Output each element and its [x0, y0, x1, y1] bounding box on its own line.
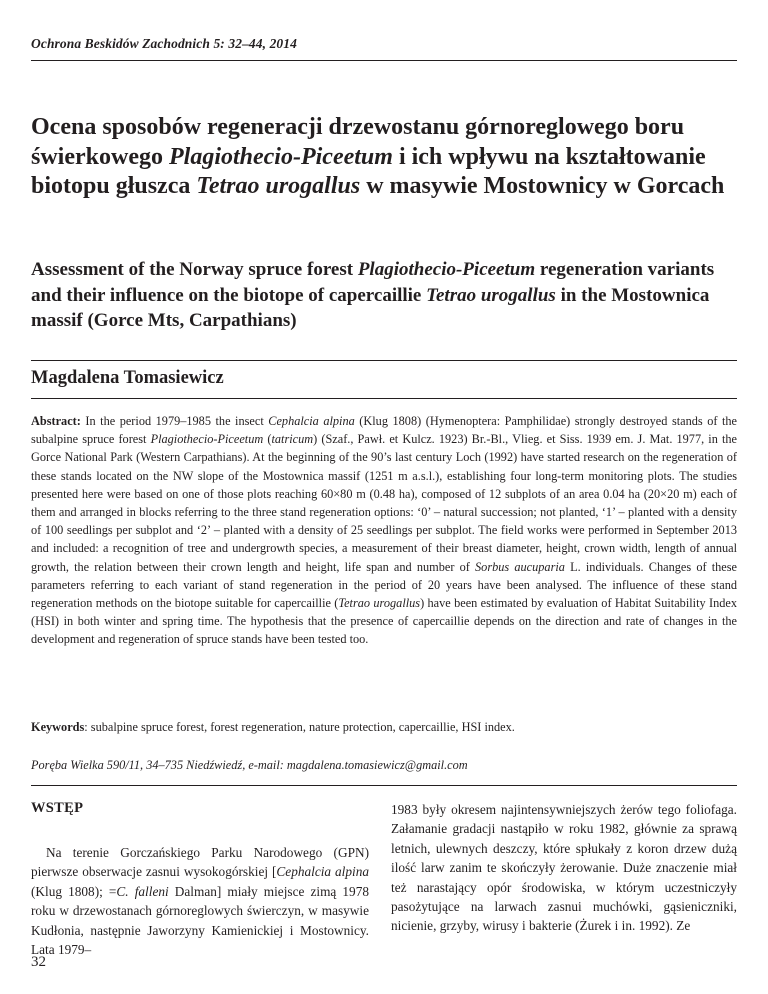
abstract-s4: ) (Szaf., Pawł. et Kulcz. 1923) Br.-Bl., Vlieg. et Siss. 1939 em. J. Mat. 1977, in the Gorce National Park (Western Carpathians). At the beginning of the 90’s last century Loch (1992) have started research on the regeneration of these stands located on the NW slope of the Mostownica massif (1251 m a.s.l.), establishing four long-term monitoring plots. The studies presented here were based on one of those plots reaching 60×80 m (0.48 ha), composed of 12 subplots of an area 0.04 ha (20×20 m) each of them and arranged in blocks referring to the three stand regeneration options: ‘0’ – natural succession; not planted, ‘1’ – planted with a density of 100 seedlings per subplot and ‘2’ – planted with a density of 25 seedlings per subplot. The field works were performed in September 2013 and included: a recognition of tree and undergrowth species, a measurement of their breast diameter, height, crown width, length of annual growth, the relation between their crown length and height, life span and number of: [31, 432, 737, 574]
abstract-taxon2: Plagiothecio-Piceetum: [150, 432, 264, 447]
author-divider-bottom: [31, 398, 737, 399]
title-pl-taxon2: Tetrao urogallus: [196, 173, 361, 199]
keywords-label: Keywords: [31, 720, 85, 734]
abstract-s2: (Klug 1808) (Hymenoptera: Pamphilidae) strongly destroyed stands of the subalpine spruce forest: [31, 414, 737, 447]
title-pl-part2: i ich wpływu na kształtowanie biotopu głuszca: [31, 143, 706, 199]
column-left: [31, 800, 369, 959]
title-pl-part3: w masywie Mostownicy w Gorcach: [360, 173, 725, 199]
section-heading-intro: WSTĘP: [31, 800, 84, 816]
abstract-taxon4: Sorbus aucuparia: [475, 559, 565, 574]
title-en-part1: Assessment of the Norway spruce forest: [31, 259, 358, 280]
author-name: Magdalena Tomasiewicz: [31, 368, 224, 388]
abstract-s3: (: [263, 432, 272, 447]
header-divider: [31, 60, 737, 61]
intro-paragraph-right: 1983 były okresem najintensywniejszych żerów tego foliofaga. Załamanie gradacji nastąpiło w roku 1982, głównie za sprawą letnich, ulewnych deszczy, które spłukały z koron drzew dużą ilość larw zanim te skończyły żerowanie. Duże znaczenie miał też narastający opór środowiska, w którym uczestniczyły pasożytujące na larwach zasnui muchówki, gąsieniczniki, nicienie, grzyby, wirusy i bakterie (Żurek i in. 1992). Ze: [391, 802, 737, 934]
title-english: [31, 257, 747, 334]
column-right: [391, 800, 737, 936]
keywords: [31, 718, 737, 736]
abstract-taxon3: tatricum: [271, 432, 314, 447]
intro-paragraph-left: [31, 843, 369, 959]
author-address: Poręba Wielka 590/11, 34–735 Niedźwiedź, e-mail: magdalena.tomasiewicz@gmail.com: [31, 758, 468, 772]
intro-left-b: (Klug 1808); =: [31, 883, 117, 899]
intro-left-c: Dalman] miały miejsce zimą 1978 roku w drzewostanach górnoreglowych świerczyn, w masywie Kudłonia, następnie Jaworzyny Kamienickiej i Mostownicy. Lata 1979–: [31, 883, 369, 958]
author-divider-top: [31, 360, 737, 361]
title-pl-part1: Ocena sposobów regeneracji drzewostanu górnoreglowego boru świerkowego: [31, 114, 685, 170]
page-number: 32: [31, 954, 46, 970]
intro-left-a: Na terenie Gorczańskiego Parku Narodowego (GPN) pierwsze obserwacje zasnui wysokogórskiej [: [31, 845, 369, 880]
title-en-taxon2: Tetrao urogallus: [426, 284, 556, 306]
intro-left-taxon1: Cephalcia alpina: [276, 864, 369, 880]
keywords-text: : subalpine spruce forest, forest regeneration, nature protection, capercaillie, HSI index.: [84, 720, 515, 734]
section-divider: [31, 785, 737, 786]
abstract-label: Abstract:: [31, 414, 81, 428]
title-en-part2: regeneration variants and their influence on the biotope of capercaillie: [31, 259, 715, 306]
title-polish: [31, 113, 741, 202]
abstract: [31, 412, 737, 649]
abstract-taxon5: Tetrao urogallus: [338, 596, 421, 611]
intro-left-taxon2: C. falleni: [116, 883, 169, 899]
abstract-s5: L. individuals. Changes of these parameters referring to each variant of stand regeneration in the period of 20 years have been analysed. The influence of these stand regeneration methods on the biotope suitable for capercaillie (: [31, 559, 738, 611]
abstract-taxon1: Cephalcia alpina: [268, 414, 355, 428]
title-en-part3: in the Mostownica massif (Gorce Mts, Carpathians): [31, 284, 710, 331]
journal-header: Ochrona Beskidów Zachodnich 5: 32–44, 2014: [31, 36, 297, 51]
abstract-s6: ) have been estimated by evaluation of Habitat Suitability Index (HSI) in both winter and spring time. The hypothesis that the presence of capercaillie depends on the direction and rate of changes in the development and regeneration of spruce stands have been tested too.: [31, 596, 737, 647]
abstract-s1: In the period 1979–1985 the insect: [80, 414, 269, 428]
title-pl-taxon1: Plagiothecio-Piceetum: [168, 143, 393, 170]
title-en-taxon1: Plagiothecio-Piceetum: [357, 259, 536, 280]
